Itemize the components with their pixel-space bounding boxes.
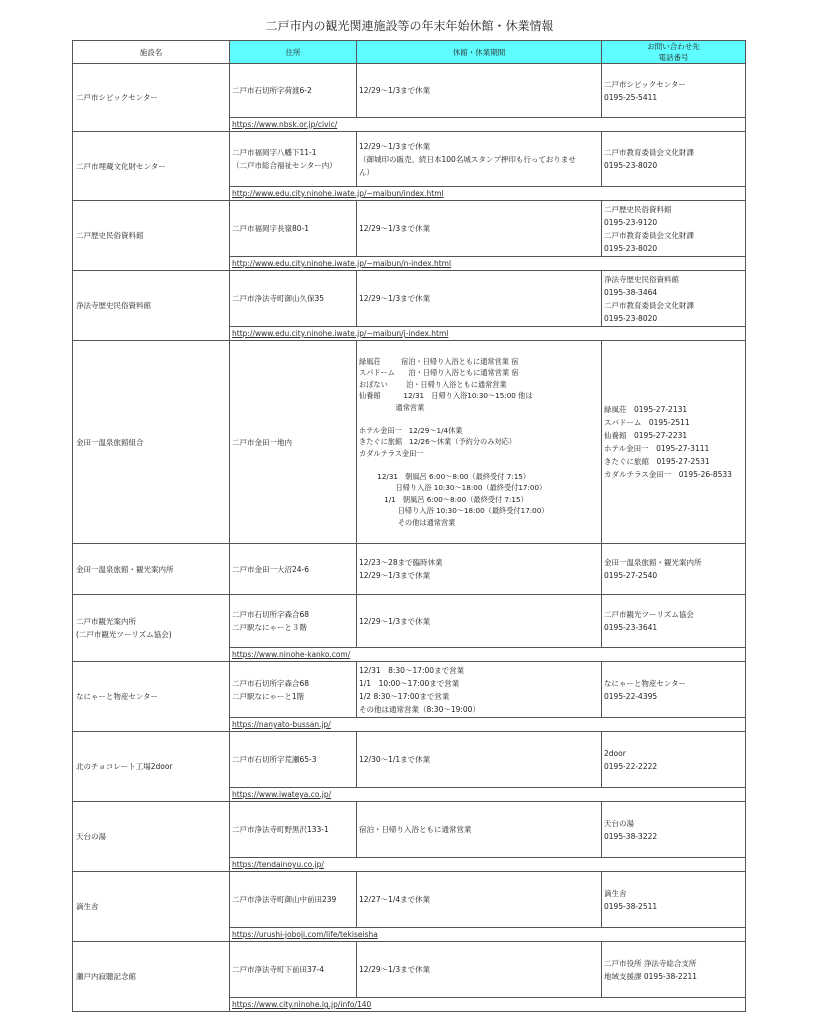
- facility-link[interactable]: https://www.city.ninohe.lg.jp/info/140: [232, 1000, 372, 1009]
- contact-line: 0195-23-3641: [604, 623, 658, 632]
- cell-contact: [602, 942, 746, 998]
- period-line: 12/29～1/3まで休業: [359, 571, 431, 580]
- table-row: [73, 872, 746, 928]
- header-period: 休館・休業期間: [357, 41, 602, 64]
- cell-contact: [602, 595, 746, 648]
- period-line: 仙養館 12/31 日帰り入浴10:30～15:00 他は: [359, 391, 533, 401]
- cell-contact: [602, 544, 746, 595]
- address-line: 二戸市浄法寺町下前田37-4: [232, 965, 325, 974]
- url-cell: [230, 858, 746, 872]
- name-line: (二戸市観光ツーリズム協会): [76, 630, 172, 639]
- cell-contact: [602, 132, 746, 187]
- address-line: （二戸市総合福祉センター内）: [232, 161, 337, 170]
- name-line: 天台の湯: [76, 832, 106, 841]
- period-line: その他は通常営業: [359, 517, 456, 527]
- cell-name: [73, 271, 230, 341]
- cell-name: [73, 662, 230, 732]
- period-line: [359, 413, 599, 425]
- facility-link[interactable]: https://www.iwateya.co.jp/: [232, 790, 332, 799]
- contact-line: スパドーム 0195-2511: [604, 418, 690, 427]
- name-line: 滴生舎: [76, 902, 99, 911]
- cell-contact: [602, 271, 746, 327]
- contact-line: 二戸市教育委員会文化財課: [604, 148, 694, 157]
- cell-address: [230, 341, 357, 544]
- period-line: （御城印の販売、続日本100名城スタンプ押印も行っておりませ: [359, 154, 576, 164]
- contact-line: 0195-23-9120: [604, 217, 658, 227]
- period-line: 12/29～1/3まで休業: [359, 86, 431, 95]
- page-title: 二戸市内の観光関連施設等の年末年始休館・休業情報: [265, 19, 554, 33]
- contact-line: カダルテラス金田一 0195-26-8533: [604, 470, 732, 479]
- contact-line: 0195-23-8020: [604, 161, 658, 170]
- facility-link[interactable]: https://www.ninohe-kanko.com/: [232, 650, 351, 659]
- contact-line: 0195-25-5411: [604, 92, 658, 102]
- header-contact-line: 電話番号: [658, 53, 689, 62]
- cell-address: [230, 595, 357, 648]
- facility-link[interactable]: https://www.nbsk.or.jp/civic/: [232, 120, 338, 129]
- period-line: 通常営業: [359, 402, 425, 412]
- table-row: [73, 271, 746, 327]
- contact-line: 金田一温泉旅館・観光案内所: [604, 558, 702, 567]
- contact-line: 滴生舎: [604, 888, 627, 898]
- address-line: 二戸市金田一地内: [232, 437, 292, 447]
- cell-address: [230, 201, 357, 257]
- period-line: 12/23～28まで臨時休業: [359, 558, 443, 567]
- cell-name: [73, 802, 230, 872]
- cell-name: [73, 341, 230, 544]
- contact-line: 0195-27-2540: [604, 571, 658, 580]
- period-line: 日帰り入浴 10:30～18:00（最終受付17:00）: [359, 483, 547, 493]
- url-cell: [230, 648, 746, 662]
- period-line: 12/29～1/3まで休業: [359, 224, 431, 233]
- name-line: 金田一温泉旅館・観光案内所: [76, 564, 174, 574]
- cell-address: [230, 732, 357, 788]
- contact-line: 0195-23-8020: [604, 313, 658, 323]
- cell-period: [357, 201, 602, 257]
- contact-line: 地域支援課 0195-38-2211: [604, 971, 698, 981]
- cell-name: [73, 732, 230, 802]
- cell-period: [357, 271, 602, 327]
- table-row: [73, 942, 746, 998]
- cell-name: [73, 201, 230, 271]
- header-address: 住所: [230, 41, 357, 64]
- name-line: 金田一温泉旅館組合: [76, 437, 144, 447]
- contact-line: 天台の湯: [604, 818, 634, 828]
- contact-line: 二戸市教育委員会文化財課: [604, 230, 694, 240]
- address-line: 二戸駅なにゃーと３階: [232, 623, 307, 632]
- cell-contact: [602, 64, 746, 118]
- name-line: 二戸市埋蔵文化財センター: [76, 161, 166, 171]
- period-line: [359, 459, 599, 471]
- contact-line: 二戸市教育委員会文化財課: [604, 300, 694, 310]
- cell-contact: [602, 732, 746, 788]
- period-line: 12/27～1/4まで休業: [359, 895, 431, 904]
- address-line: 二戸市浄法寺町野黒沢133-1: [232, 825, 329, 834]
- cell-period: [357, 662, 602, 718]
- period-line: 12/29～1/3まで休業: [359, 141, 431, 151]
- address-line: 二戸市石切所字荷渡6-2: [232, 86, 312, 95]
- header-contact: [602, 41, 746, 64]
- name-line: なにゃーと物産センター: [76, 692, 159, 701]
- name-line: 二戸歴史民俗資料館: [76, 231, 144, 240]
- cell-contact: [602, 662, 746, 718]
- cell-name: [73, 872, 230, 942]
- cell-period: [357, 341, 602, 544]
- cell-address: [230, 942, 357, 998]
- contact-line: 0195-38-3222: [604, 831, 658, 841]
- url-cell: [230, 187, 746, 201]
- period-line: スパドーム 泊・日帰り入浴ともに通常営業 宿: [359, 368, 519, 378]
- period-line: おぼない 泊・日帰り入浴ともに通常営業: [359, 379, 507, 389]
- cell-name: [73, 942, 230, 1012]
- address-line: 二戸市福岡字長嶺80-1: [232, 224, 310, 233]
- contact-line: 0195-38-3464: [604, 287, 658, 297]
- cell-name: [73, 132, 230, 201]
- period-line: 12/29～1/3まで休業: [359, 616, 431, 626]
- cell-address: [230, 271, 357, 327]
- cell-address: [230, 802, 357, 858]
- header-contact-line: お問い合わせ先: [647, 42, 700, 51]
- cell-name: [73, 64, 230, 132]
- contact-line: 0195-23-8020: [604, 243, 658, 253]
- contact-line: 0195-38-2511: [604, 901, 658, 911]
- period-line: ホテル金田一 12/29～1/4休業: [359, 425, 463, 435]
- period-line: その他は通常営業（8:30～19:00）: [359, 704, 480, 714]
- period-line: 12/29～1/3まで休業: [359, 294, 431, 303]
- table-row: [73, 732, 746, 788]
- cell-address: [230, 544, 357, 595]
- period-line: ん）: [359, 167, 374, 177]
- cell-period: [357, 64, 602, 118]
- period-line: 緑風荘 宿泊・日帰り入浴ともに通常営業 宿: [359, 356, 519, 366]
- address-line: 二戸駅なにゃーと1階: [232, 691, 305, 701]
- contact-line: なにゃーと物産センター: [604, 678, 687, 688]
- address-line: 二戸市石切所字森合68: [232, 610, 310, 619]
- period-line: 12/30～1/1まで休業: [359, 755, 431, 764]
- contact-line: 浄法寺歴史民俗資料館: [604, 274, 679, 284]
- url-cell: [230, 118, 746, 132]
- cell-address: [230, 872, 357, 928]
- cell-contact: [602, 341, 746, 544]
- url-cell: [230, 928, 746, 942]
- name-line: 北のチョコレート工場2door: [76, 762, 173, 771]
- facility-link[interactable]: https://tendainoyu.co.jp/: [232, 860, 324, 869]
- address-line: 二戸市浄法寺町御山中前田239: [232, 895, 337, 904]
- address-line: 二戸市石切所字森合68: [232, 678, 310, 688]
- url-cell: [230, 788, 746, 802]
- period-line: 1/1 10:00～17:00まで営業: [359, 678, 460, 688]
- cell-period: [357, 544, 602, 595]
- table-row: [73, 64, 746, 118]
- address-line: 二戸市福岡字八幡下11-1: [232, 148, 317, 157]
- contact-line: 0195-22-4395: [604, 691, 658, 701]
- table-row: [73, 802, 746, 858]
- contact-line: 緑風荘 0195-27-2131: [604, 405, 688, 414]
- table-row: [73, 662, 746, 718]
- url-cell: [230, 998, 746, 1012]
- period-line: 1/2 8:30～17:00まで営業: [359, 691, 450, 701]
- address-line: 二戸市金田一大沼24-6: [232, 564, 310, 574]
- facility-table: [72, 40, 746, 1012]
- period-line: 12/31 朝風呂 6:00～8:00（最終受付 7:15）: [359, 471, 531, 481]
- name-line: 二戸市シビックセンター: [76, 93, 158, 102]
- cell-address: [230, 64, 357, 118]
- url-cell: [230, 257, 746, 271]
- period-line: 12/31 8:30～17:00まで営業: [359, 665, 465, 675]
- url-cell: [230, 718, 746, 732]
- cell-contact: [602, 872, 746, 928]
- cell-contact: [602, 201, 746, 257]
- facility-link[interactable]: https://urushi-joboji.com/life/tekiseisha: [232, 930, 378, 939]
- period-line: 宿泊・日帰り入浴ともに通常営業: [359, 825, 472, 834]
- table-row: [73, 132, 746, 187]
- cell-address: [230, 662, 357, 718]
- table-row: [73, 595, 746, 648]
- cell-name: [73, 595, 230, 662]
- name-line: 浄法寺歴史民俗資料館: [76, 301, 151, 310]
- contact-line: 二戸歴史民俗資料館: [604, 204, 672, 214]
- cell-period: [357, 132, 602, 187]
- cell-period: [357, 732, 602, 788]
- contact-line: きたぐに旅館 0195-27-2531: [604, 457, 710, 466]
- contact-line: 2door: [604, 748, 626, 758]
- table-row: [73, 201, 746, 257]
- facility-link[interactable]: http://www.edu.city.ninohe.iwate.jp/~maibun/index.html: [232, 189, 444, 198]
- cell-name: [73, 544, 230, 595]
- table-row: [73, 544, 746, 595]
- cell-address: [230, 132, 357, 187]
- cell-period: [357, 595, 602, 648]
- table-row: [73, 341, 746, 544]
- cell-contact: [602, 802, 746, 858]
- contact-line: 二戸市観光ツーリズム協会: [604, 610, 694, 619]
- facility-link[interactable]: http://www.edu.city.ninohe.iwate.jp/~maibun/n-index.html: [232, 259, 452, 268]
- cell-period: [357, 872, 602, 928]
- period-line: 1/1 朝風呂 6:00～8:00（最終受付 7:15）: [359, 494, 528, 504]
- facility-link[interactable]: https://nanyato-bussan.jp/: [232, 720, 331, 729]
- contact-line: 0195-22-2222: [604, 761, 658, 771]
- name-line: 瀬戸内寂聴記念館: [76, 972, 136, 981]
- period-line: 12/29～1/3まで休業: [359, 965, 431, 974]
- period-line: きたぐに旅館 12/26～休業（予約分のみ対応）: [359, 437, 516, 447]
- contact-line: 仙養館 0195-27-2231: [604, 431, 688, 440]
- contact-line: 二戸市役所 浄法寺総合支所: [604, 958, 697, 968]
- address-line: 二戸市石切所字荒瀬65-3: [232, 755, 317, 764]
- facility-link[interactable]: http://www.edu.city.ninohe.iwate.jp/~maibun/j-index.html: [232, 329, 449, 338]
- cell-period: [357, 802, 602, 858]
- name-line: 二戸市観光案内所: [76, 617, 136, 626]
- url-cell: [230, 327, 746, 341]
- period-line: カダルテラス金田一: [359, 448, 424, 458]
- contact-line: ホテル金田一 0195-27-3111: [604, 444, 710, 453]
- contact-line: 二戸市シビックセンター: [604, 79, 686, 89]
- cell-period: [357, 942, 602, 998]
- table-header: [73, 41, 746, 64]
- address-line: 二戸市浄法寺町御山久保35: [232, 294, 325, 303]
- header-name: 施設名: [73, 41, 230, 64]
- period-line: 日帰り入浴 10:30～18:00（最終受付17:00）: [359, 506, 549, 516]
